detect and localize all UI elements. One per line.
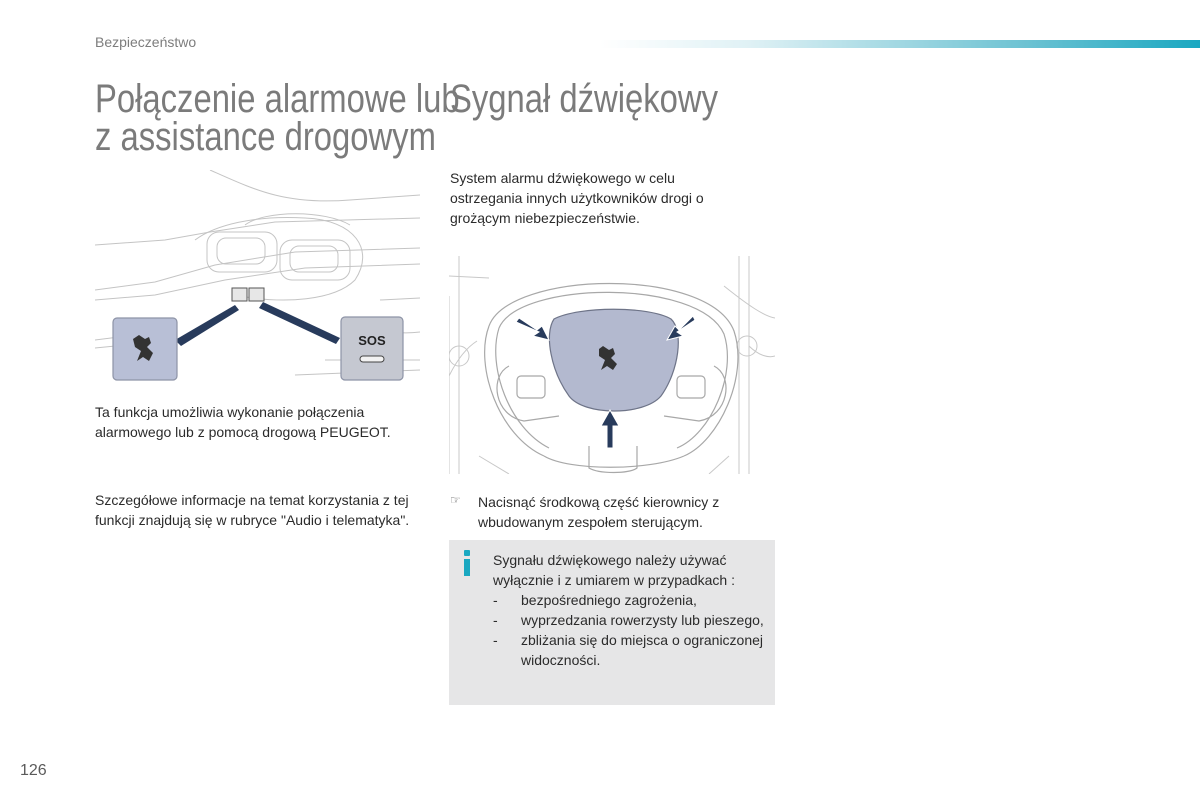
pointing-hand-icon: ☞ (450, 493, 461, 507)
header-accent-bar (600, 40, 1200, 48)
sos-button (341, 317, 403, 380)
arrow-up-icon (601, 410, 619, 448)
peugeot-button (113, 318, 177, 380)
page-number: 126 (20, 762, 47, 779)
info-icon (461, 550, 473, 576)
info-list (493, 590, 768, 670)
list-item: - bezpośredniego zagrożenia, (493, 592, 697, 608)
emergency-call-reference: Szczegółowe informacje na temat korzystania z tej funkcji znajdują się w rubryce "Audio i telematyka". (95, 492, 410, 528)
section-title-emergency-call (95, 77, 460, 159)
info-intro: Sygnału dźwiękowego należy używać wyłącznie i z umiarem w przypadkach : (493, 552, 735, 588)
title-line-2: z assistance drogowym (95, 115, 436, 159)
title-line-1: Połączenie alarmowe lub (95, 77, 460, 121)
list-item: - zbliżania się do miejsca o ograniczonej widoczności. (493, 632, 764, 668)
emergency-call-description: Ta funkcja umożliwia wykonanie połączenia alarmowego lub z pomocą drogową PEUGEOT. (95, 404, 391, 440)
roof-console-illustration (95, 170, 420, 385)
sos-label: SOS (358, 333, 386, 348)
steering-wheel-illustration (449, 256, 775, 474)
list-item: - wyprzedzania rowerzysty lub pieszego, (493, 612, 764, 628)
info-box (449, 540, 775, 705)
horn-pad (549, 309, 678, 411)
section-label: Bezpieczeństwo (95, 34, 197, 50)
section-title-horn: Sygnał dźwiękowy (450, 77, 718, 121)
arrow-left-icon (516, 318, 549, 340)
horn-description: System alarmu dźwiękowego w celu ostrzegania innych użytkowników drogi o grożącym niebezpieczeństwie. (450, 170, 704, 226)
horn-instruction-text: Nacisnąć środkową część kierownicy z wbudowanym zespołem sterującym. (478, 494, 720, 530)
